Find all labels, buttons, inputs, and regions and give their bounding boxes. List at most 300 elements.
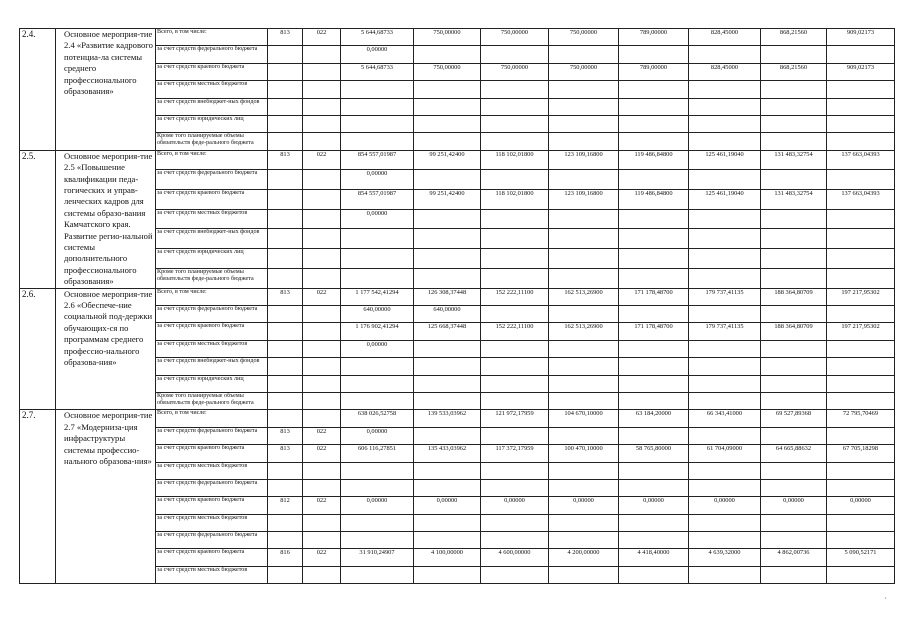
amount-cell — [414, 375, 481, 392]
amount-cell — [689, 249, 761, 269]
amount-cell — [827, 229, 895, 249]
amount-cell — [761, 306, 827, 323]
amount-cell — [689, 358, 761, 375]
grbs-code — [268, 268, 303, 288]
amount-cell: 135 433,03962 — [414, 445, 481, 462]
section-code: 022 — [303, 549, 341, 566]
funding-source: за счет средств местных бюджетов — [156, 209, 268, 229]
amount-cell: 72 795,70469 — [827, 410, 895, 427]
amount-cell: 638 026,52758 — [341, 410, 414, 427]
amount-cell — [549, 392, 619, 409]
amount-cell: 828,45000 — [689, 63, 761, 80]
amount-cell: 99 251,42400 — [414, 190, 481, 210]
amount-cell — [414, 462, 481, 479]
amount-cell: 606 116,27851 — [341, 445, 414, 462]
grbs-code — [268, 98, 303, 115]
amount-cell — [341, 375, 414, 392]
item-number: 2.6. — [20, 288, 56, 410]
funding-source: за счет средств краевого бюджета — [156, 497, 268, 514]
amount-cell — [481, 81, 549, 98]
amount-cell: 0,00000 — [341, 170, 414, 190]
section-code — [303, 249, 341, 269]
amount-cell — [481, 115, 549, 132]
amount-cell: 909,02173 — [827, 63, 895, 80]
amount-cell — [689, 209, 761, 229]
amount-cell — [761, 229, 827, 249]
amount-cell — [341, 566, 414, 583]
section-code: 022 — [303, 150, 341, 170]
amount-cell: 854 557,01987 — [341, 190, 414, 210]
section-code — [303, 46, 341, 63]
amount-cell — [481, 170, 549, 190]
amount-cell: 0,00000 — [619, 497, 689, 514]
amount-cell — [761, 392, 827, 409]
section-code — [303, 514, 341, 531]
amount-cell — [619, 229, 689, 249]
amount-cell — [549, 115, 619, 132]
amount-cell — [341, 81, 414, 98]
amount-cell — [827, 340, 895, 357]
amount-cell — [414, 46, 481, 63]
amount-cell: 66 343,41000 — [689, 410, 761, 427]
grbs-code — [268, 479, 303, 496]
amount-cell — [827, 462, 895, 479]
amount-cell: 69 527,89368 — [761, 410, 827, 427]
amount-cell: 137 663,04393 — [827, 190, 895, 210]
amount-cell: 0,00000 — [827, 497, 895, 514]
grbs-code — [268, 358, 303, 375]
amount-cell — [689, 566, 761, 583]
amount-cell: 119 486,84800 — [619, 190, 689, 210]
amount-cell — [414, 249, 481, 269]
amount-cell — [619, 532, 689, 549]
amount-cell — [827, 306, 895, 323]
amount-cell — [414, 98, 481, 115]
section-code — [303, 81, 341, 98]
amount-cell: 750,00000 — [481, 29, 549, 46]
amount-cell: 188 364,80709 — [761, 323, 827, 340]
amount-cell — [481, 209, 549, 229]
activity-name: Основное мероприя-тие 2.7 «Модерниза-ция инфраструктуры системы профессио-нального образова-ния» — [56, 410, 156, 584]
amount-cell: 125 461,19040 — [689, 190, 761, 210]
amount-cell: 750,00000 — [481, 63, 549, 80]
amount-cell: 4 418,40000 — [619, 549, 689, 566]
amount-cell — [549, 514, 619, 531]
amount-cell — [481, 566, 549, 583]
table-row — [20, 288, 895, 305]
amount-cell — [619, 209, 689, 229]
amount-cell: 162 513,26900 — [549, 323, 619, 340]
section-code — [303, 375, 341, 392]
funding-source: за счет средств внебюджет-ных фондов — [156, 229, 268, 249]
amount-cell — [549, 98, 619, 115]
amount-cell — [761, 479, 827, 496]
amount-cell: 0,00000 — [341, 497, 414, 514]
funding-source: за счет средств внебюджет-ных фондов — [156, 358, 268, 375]
amount-cell — [689, 462, 761, 479]
amount-cell — [414, 392, 481, 409]
amount-cell — [414, 358, 481, 375]
amount-cell — [481, 229, 549, 249]
funding-source: за счет средств краевого бюджета — [156, 549, 268, 566]
amount-cell — [549, 358, 619, 375]
amount-cell — [761, 249, 827, 269]
grbs-code — [268, 462, 303, 479]
amount-cell — [341, 462, 414, 479]
funding-source: за счет средств местных бюджетов — [156, 462, 268, 479]
section-code: 022 — [303, 29, 341, 46]
amount-cell: 640,00000 — [414, 306, 481, 323]
amount-cell: 4 639,32000 — [689, 549, 761, 566]
amount-cell — [619, 514, 689, 531]
amount-cell — [827, 209, 895, 229]
amount-cell — [414, 81, 481, 98]
amount-cell: 909,02173 — [827, 29, 895, 46]
funding-source: за счет средств местных бюджетов — [156, 340, 268, 357]
amount-cell — [414, 170, 481, 190]
amount-cell — [689, 375, 761, 392]
amount-cell — [341, 98, 414, 115]
amount-cell — [549, 479, 619, 496]
amount-cell — [689, 392, 761, 409]
amount-cell — [689, 133, 761, 150]
amount-cell: 179 737,41135 — [689, 323, 761, 340]
budget-table — [19, 28, 895, 584]
amount-cell — [619, 358, 689, 375]
amount-cell — [414, 340, 481, 357]
funding-source: за счет средств местных бюджетов — [156, 81, 268, 98]
amount-cell — [689, 427, 761, 444]
amount-cell — [481, 340, 549, 357]
grbs-code — [268, 566, 303, 583]
funding-source: Всего, в том числе: — [156, 29, 268, 46]
amount-cell: 0,00000 — [761, 497, 827, 514]
grbs-code: 813 — [268, 29, 303, 46]
amount-cell — [549, 566, 619, 583]
amount-cell: 750,00000 — [549, 63, 619, 80]
amount-cell — [481, 427, 549, 444]
section-code — [303, 323, 341, 340]
amount-cell — [689, 46, 761, 63]
grbs-code — [268, 306, 303, 323]
amount-cell: 152 222,11100 — [481, 323, 549, 340]
amount-cell — [549, 229, 619, 249]
amount-cell — [549, 81, 619, 98]
amount-cell — [761, 98, 827, 115]
amount-cell — [481, 462, 549, 479]
grbs-code — [268, 190, 303, 210]
grbs-code — [268, 249, 303, 269]
amount-cell — [414, 532, 481, 549]
amount-cell — [481, 133, 549, 150]
amount-cell — [619, 340, 689, 357]
amount-cell — [619, 392, 689, 409]
funding-source: за счет средств краевого бюджета — [156, 63, 268, 80]
grbs-code — [268, 170, 303, 190]
amount-cell: 162 513,26900 — [549, 288, 619, 305]
amount-cell: 0,00000 — [481, 497, 549, 514]
amount-cell — [481, 249, 549, 269]
amount-cell — [761, 566, 827, 583]
amount-cell: 789,00000 — [619, 63, 689, 80]
amount-cell — [761, 427, 827, 444]
amount-cell: 137 663,04393 — [827, 150, 895, 170]
amount-cell — [414, 268, 481, 288]
amount-cell — [414, 133, 481, 150]
section-code — [303, 133, 341, 150]
amount-cell — [414, 514, 481, 531]
amount-cell: 0,00000 — [549, 497, 619, 514]
section-code — [303, 229, 341, 249]
amount-cell: 0,00000 — [341, 209, 414, 229]
amount-cell — [827, 532, 895, 549]
grbs-code — [268, 209, 303, 229]
grbs-code — [268, 392, 303, 409]
amount-cell — [689, 514, 761, 531]
amount-cell — [481, 479, 549, 496]
amount-cell: 854 557,01987 — [341, 150, 414, 170]
grbs-code: 813 — [268, 150, 303, 170]
amount-cell — [761, 133, 827, 150]
funding-source: за счет средств краевого бюджета — [156, 190, 268, 210]
amount-cell: 4 862,00736 — [761, 549, 827, 566]
section-code: 022 — [303, 288, 341, 305]
item-number: 2.5. — [20, 150, 56, 288]
amount-cell: 0,00000 — [341, 340, 414, 357]
amount-cell — [689, 306, 761, 323]
item-number: 2.7. — [20, 410, 56, 584]
amount-cell — [414, 229, 481, 249]
amount-cell — [619, 133, 689, 150]
amount-cell: 5 644,68733 — [341, 29, 414, 46]
amount-cell — [619, 268, 689, 288]
amount-cell — [341, 268, 414, 288]
funding-source: Всего, в том числе: — [156, 288, 268, 305]
amount-cell — [619, 479, 689, 496]
amount-cell: 121 972,17959 — [481, 410, 549, 427]
funding-source: Кроме того планируемые объемы обязательств феде-рального бюджета — [156, 133, 268, 150]
amount-cell — [341, 115, 414, 132]
funding-source: Всего, в том числе: — [156, 410, 268, 427]
funding-source: Всего, в том числе: — [156, 150, 268, 170]
amount-cell — [761, 462, 827, 479]
amount-cell — [761, 514, 827, 531]
amount-cell: 119 486,84800 — [619, 150, 689, 170]
amount-cell: 188 364,80709 — [761, 288, 827, 305]
grbs-code — [268, 81, 303, 98]
funding-source: за счет средств юридических лиц — [156, 115, 268, 132]
amount-cell: 118 102,01800 — [481, 150, 549, 170]
amount-cell — [689, 115, 761, 132]
section-code — [303, 170, 341, 190]
amount-cell — [549, 268, 619, 288]
funding-source: за счет средств федерального бюджета — [156, 532, 268, 549]
funding-source: за счет средств федерального бюджета — [156, 46, 268, 63]
amount-cell — [761, 268, 827, 288]
amount-cell — [827, 133, 895, 150]
amount-cell: 100 470,10000 — [549, 445, 619, 462]
section-code — [303, 63, 341, 80]
amount-cell: 868,21560 — [761, 29, 827, 46]
grbs-code: 813 — [268, 427, 303, 444]
amount-cell: 104 670,10000 — [549, 410, 619, 427]
grbs-code — [268, 323, 303, 340]
page-mark: · — [884, 594, 887, 603]
amount-cell: 0,00000 — [414, 497, 481, 514]
amount-cell: 64 665,88632 — [761, 445, 827, 462]
amount-cell: 5 090,52171 — [827, 549, 895, 566]
grbs-code — [268, 514, 303, 531]
amount-cell — [827, 115, 895, 132]
amount-cell — [341, 392, 414, 409]
amount-cell — [549, 249, 619, 269]
amount-cell — [761, 46, 827, 63]
amount-cell: 118 102,01800 — [481, 190, 549, 210]
grbs-code — [268, 375, 303, 392]
amount-cell — [549, 46, 619, 63]
amount-cell — [619, 427, 689, 444]
section-code — [303, 532, 341, 549]
amount-cell — [619, 306, 689, 323]
section-code — [303, 115, 341, 132]
section-code: 022 — [303, 427, 341, 444]
amount-cell: 139 533,03962 — [414, 410, 481, 427]
amount-cell — [827, 427, 895, 444]
amount-cell — [827, 249, 895, 269]
amount-cell: 58 765,80000 — [619, 445, 689, 462]
grbs-code — [268, 46, 303, 63]
item-number: 2.4. — [20, 29, 56, 151]
amount-cell — [761, 340, 827, 357]
amount-cell — [549, 340, 619, 357]
activity-name: Основное мероприя-тие 2.4 «Развитие кадрового потенциа-ла системы среднего профессионального образования» — [56, 29, 156, 151]
section-code — [303, 306, 341, 323]
activity-name: Основное мероприя-тие 2.5 «Повышение квалификации педа-гогических и управ-ленческих кадров для системы образо-вания Камчатского края. Развитие регио-нальной системы дополнительного профессионального образования» — [56, 150, 156, 288]
section-code — [303, 392, 341, 409]
amount-cell — [689, 98, 761, 115]
amount-cell — [341, 133, 414, 150]
amount-cell — [689, 532, 761, 549]
amount-cell: 67 705,18298 — [827, 445, 895, 462]
funding-source: за счет средств краевого бюджета — [156, 445, 268, 462]
funding-source: за счет средств федерального бюджета — [156, 427, 268, 444]
amount-cell — [481, 306, 549, 323]
grbs-code — [268, 340, 303, 357]
amount-cell — [481, 532, 549, 549]
amount-cell — [414, 115, 481, 132]
table-row — [20, 29, 895, 46]
table-row — [20, 150, 895, 170]
funding-source: Кроме того планируемые объемы обязательств феде-рального бюджета — [156, 392, 268, 409]
amount-cell — [619, 81, 689, 98]
amount-cell — [689, 170, 761, 190]
amount-cell: 125 461,19040 — [689, 150, 761, 170]
amount-cell — [761, 375, 827, 392]
section-code — [303, 209, 341, 229]
amount-cell: 123 109,16800 — [549, 190, 619, 210]
section-code — [303, 190, 341, 210]
amount-cell — [827, 566, 895, 583]
amount-cell: 123 109,16800 — [549, 150, 619, 170]
amount-cell — [689, 81, 761, 98]
grbs-code: 813 — [268, 445, 303, 462]
amount-cell: 0,00000 — [689, 497, 761, 514]
funding-source: за счет средств краевого бюджета — [156, 323, 268, 340]
section-code — [303, 268, 341, 288]
funding-source: за счет средств местных бюджетов — [156, 566, 268, 583]
table-row — [20, 410, 895, 427]
amount-cell — [341, 479, 414, 496]
amount-cell: 0,00000 — [341, 46, 414, 63]
amount-cell — [619, 115, 689, 132]
amount-cell — [827, 98, 895, 115]
amount-cell — [761, 209, 827, 229]
amount-cell — [827, 46, 895, 63]
amount-cell — [549, 133, 619, 150]
amount-cell — [761, 81, 827, 98]
amount-cell — [761, 358, 827, 375]
amount-cell — [619, 566, 689, 583]
amount-cell — [549, 306, 619, 323]
grbs-code: 812 — [268, 497, 303, 514]
amount-cell — [481, 392, 549, 409]
funding-source: за счет средств федерального бюджета — [156, 306, 268, 323]
grbs-code — [268, 63, 303, 80]
amount-cell: 640,00000 — [341, 306, 414, 323]
amount-cell: 4 100,00000 — [414, 549, 481, 566]
amount-cell: 61 704,09000 — [689, 445, 761, 462]
funding-source: за счет средств федерального бюджета — [156, 479, 268, 496]
amount-cell: 197 217,95302 — [827, 288, 895, 305]
amount-cell — [481, 268, 549, 288]
amount-cell: 131 483,32754 — [761, 150, 827, 170]
amount-cell: 750,00000 — [549, 29, 619, 46]
section-code: 022 — [303, 445, 341, 462]
amount-cell: 126 308,37448 — [414, 288, 481, 305]
grbs-code: 816 — [268, 549, 303, 566]
amount-cell — [827, 479, 895, 496]
amount-cell: 171 178,48700 — [619, 323, 689, 340]
amount-cell — [619, 46, 689, 63]
amount-cell: 0,00000 — [341, 427, 414, 444]
amount-cell: 197 217,95302 — [827, 323, 895, 340]
funding-source: за счет средств внебюджет-ных фондов — [156, 98, 268, 115]
amount-cell: 828,45000 — [689, 29, 761, 46]
amount-cell — [481, 98, 549, 115]
amount-cell — [619, 249, 689, 269]
funding-source: за счет средств юридических лиц — [156, 249, 268, 269]
amount-cell: 4 200,00000 — [549, 549, 619, 566]
amount-cell: 750,00000 — [414, 29, 481, 46]
grbs-code — [268, 532, 303, 549]
amount-cell — [827, 81, 895, 98]
amount-cell — [481, 375, 549, 392]
amount-cell: 750,00000 — [414, 63, 481, 80]
funding-source: за счет средств федерального бюджета — [156, 170, 268, 190]
amount-cell — [414, 479, 481, 496]
amount-cell: 4 600,00000 — [481, 549, 549, 566]
amount-cell — [827, 170, 895, 190]
amount-cell: 31 910,24907 — [341, 549, 414, 566]
amount-cell: 1 177 542,41294 — [341, 288, 414, 305]
amount-cell — [341, 532, 414, 549]
amount-cell — [689, 229, 761, 249]
amount-cell — [827, 358, 895, 375]
activity-name: Основное мероприя-тие 2.6 «Обеспече-ние социальной под-держки обучающих-ся по программам среднего профессио-нального образова-ния» — [56, 288, 156, 410]
amount-cell — [689, 340, 761, 357]
amount-cell: 179 737,41135 — [689, 288, 761, 305]
amount-cell — [341, 514, 414, 531]
